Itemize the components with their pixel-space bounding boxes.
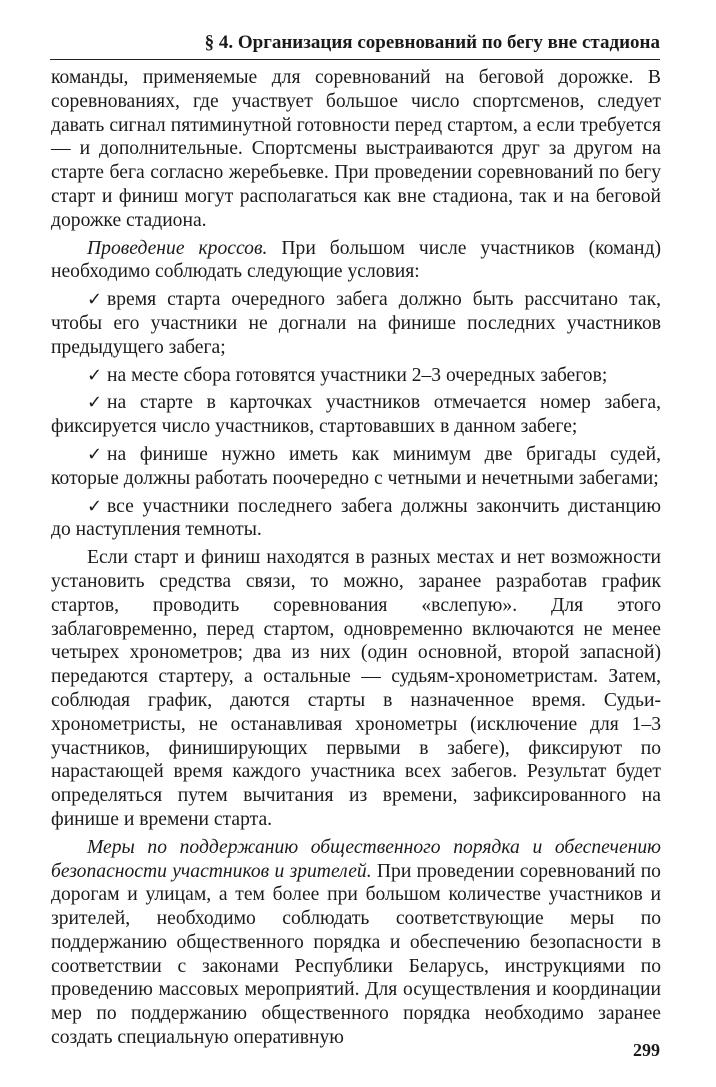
paragraph-lead-cross-country: Проведение кроссов. (87, 237, 268, 259)
paragraph-lead-public-order: Меры по поддержанию общественного порядка и обеспечению безопасности участников и зрителей. (51, 836, 661, 882)
checkmark-icon: ✓ (87, 443, 103, 465)
paragraph-continuation: команды, применяемые для соревнований на беговой дорожке. В соревнованиях, где участвует большое число спортсменов, следует давать сигнал пятиминутной готовности перед стартом, а если требуется — и дополнительные. Спортсмены выстраиваются друг за другом на старте бега согласно жеребьевке. При проведении соревнований по бегу старт и финиш могут располагаться как вне стадиона, так и на беговой дорожке стадиона. (51, 67, 661, 231)
paragraph-blind-start: Если старт и финиш находятся в разных местах и нет возможности установить средства связи, то можно, заранее разработав график стартов, проводить соревнования «вслепую». Для этого заблаговременно, перед стартом, одновременно включаются не менее четырех хронометров; два из них (один основной, второй запасной) передаются стартеру, а остальные — судьям-хронометристам. Затем, соблюдая график, даются старты в назначенное время. Судьи-хронометристы, не останавливая хронометры (исключение для 1–3 участников, финиширующих первыми в забеге), фиксируют по нарастающей время каждого участника всех забегов. Результат будет определяться путем вычитания из времени, зафиксированного на финише и времени старта. (51, 547, 661, 830)
checklist-item-text: все участники последнего забега должны закончить дистанцию до наступления темноты. (51, 495, 661, 541)
checklist-item (51, 288, 661, 359)
checklist-item (51, 443, 661, 491)
checkmark-icon: ✓ (87, 289, 103, 311)
checklist-item-text: на месте сбора готовятся участники 2–3 очередных забегов; (107, 364, 608, 386)
paragraph-text-public-order: При проведении соревнований по дорогам и улицам, а тем более при большом количестве участников и зрителей, необходимо соблюдать соответствующие меры по поддержанию общественного порядка и обеспечению безопасности в соответствии с законами Республики Беларусь, инструкциями по проведению массовых мероприятий. Для осуществления и координации мер по поддержанию общественного порядка необходимо заранее создать специальную оперативную (51, 860, 661, 1049)
checkmark-icon: ✓ (87, 364, 103, 386)
paragraph-cross-country (51, 237, 661, 285)
checklist-item-text: время старта очередного забега должно быть рассчитано так, чтобы его участники не догнали на финише последних участников предыдущего забега; (51, 289, 661, 358)
checkmark-icon: ✓ (87, 495, 103, 517)
paragraph-public-order (51, 836, 661, 1050)
checklist-item (51, 391, 661, 439)
running-header: § 4. Организация соревнований по бегу вне стадиона (50, 32, 660, 60)
checkmark-icon: ✓ (87, 392, 103, 414)
paragraph-text-cross-country: При большом числе участников (команд) необходимо соблюдать следующие условия: (51, 237, 661, 283)
checklist-item-text: на финише нужно иметь как минимум две бригады судей, которые должны работать поочередно с четными и нечетными забегами; (51, 443, 661, 489)
checklist-item-text: на старте в карточках участников отмечается номер забега, фиксируется число участников, стартовавших в данном забеге; (51, 392, 661, 438)
checklist-item (51, 364, 661, 388)
page-number: 299 (633, 1040, 660, 1060)
page-body (51, 66, 661, 1054)
checklist-item (51, 495, 661, 543)
